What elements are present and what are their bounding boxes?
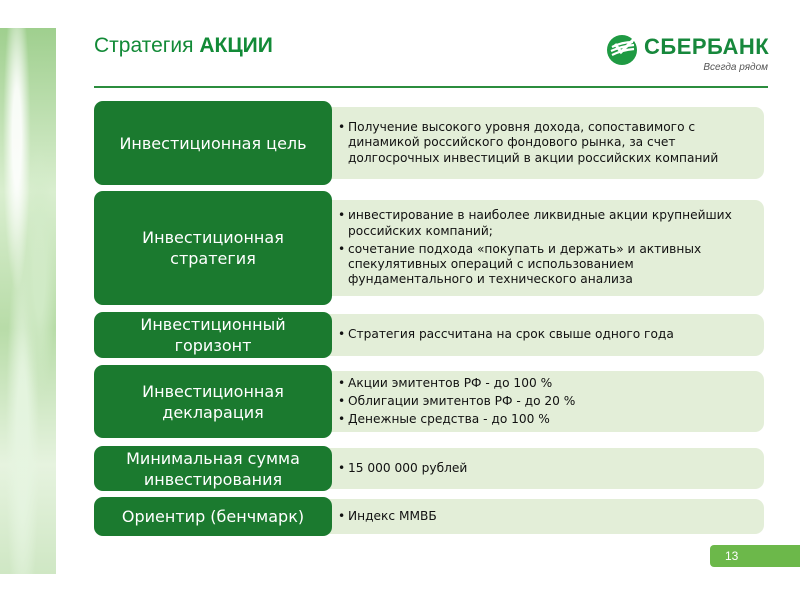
row-label-box — [94, 497, 332, 536]
sberbank-logo-icon — [606, 34, 638, 66]
row-label-box — [94, 312, 332, 358]
bullet-item: • Облигации эмитентов РФ - до 20 % — [348, 394, 756, 409]
row-label-box — [94, 365, 332, 438]
row-label: Инвестиционная стратегия — [142, 228, 284, 268]
row-label: Минимальная сумма инвестирования — [126, 448, 300, 489]
row-detail-box — [324, 314, 764, 356]
page-number: 13 — [710, 545, 800, 567]
row-label: Ориентир (бенчмарк) — [121, 507, 305, 526]
logo-slogan: Всегда рядом — [703, 62, 768, 73]
row-label: Инвестиционная декларация — [142, 381, 284, 422]
row-label: Инвестиционный горизонт — [140, 315, 286, 355]
row-label-box — [94, 446, 332, 491]
row-investment-declaration — [94, 365, 764, 438]
row-minimum-amount — [94, 446, 764, 491]
row-detail-box — [324, 107, 764, 179]
sberbank-logo — [606, 32, 770, 76]
row-detail-box — [324, 448, 764, 489]
bullet-item: • сочетание подхода «покупать и держать» и активных спекулятивных операций с использованием фундаментального и технического анализа — [348, 242, 756, 288]
row-investment-strategy — [94, 191, 764, 305]
row-detail-box — [324, 371, 764, 432]
row-benchmark — [94, 497, 764, 536]
bullet-item: • Получение высокого уровня дохода, сопоставимого с динамикой российского фондового рынка, за счет долгосрочных инвестиций в акции российских компаний — [348, 120, 756, 166]
bullet-item: • Индекс ММВБ — [348, 509, 756, 524]
row-label-box — [94, 191, 332, 305]
row-investment-horizon — [94, 312, 764, 358]
title-bold: АКЦИИ — [199, 34, 273, 57]
row-label-box — [94, 101, 332, 185]
row-label: Инвестиционная цель — [119, 133, 307, 153]
bullet-item: • 15 000 000 рублей — [348, 461, 756, 476]
header-divider — [94, 86, 768, 88]
title-plain: Стратегия — [94, 34, 194, 57]
page-title — [94, 34, 273, 58]
row-investment-goal — [94, 101, 764, 185]
row-detail-box — [324, 200, 764, 296]
bullet-item: • Стратегия рассчитана на срок свыше одного года — [348, 327, 756, 342]
bullet-item: • Акции эмитентов РФ - до 100 % — [348, 376, 756, 391]
decorative-leaf-strip — [0, 28, 56, 574]
row-detail-box — [324, 499, 764, 534]
logo-name: СБЕРБАНК — [644, 34, 770, 59]
bullet-item: • Денежные средства - до 100 % — [348, 412, 756, 427]
bullet-item: • инвестирование в наиболее ликвидные акции крупнейших российских компаний; — [348, 208, 756, 238]
